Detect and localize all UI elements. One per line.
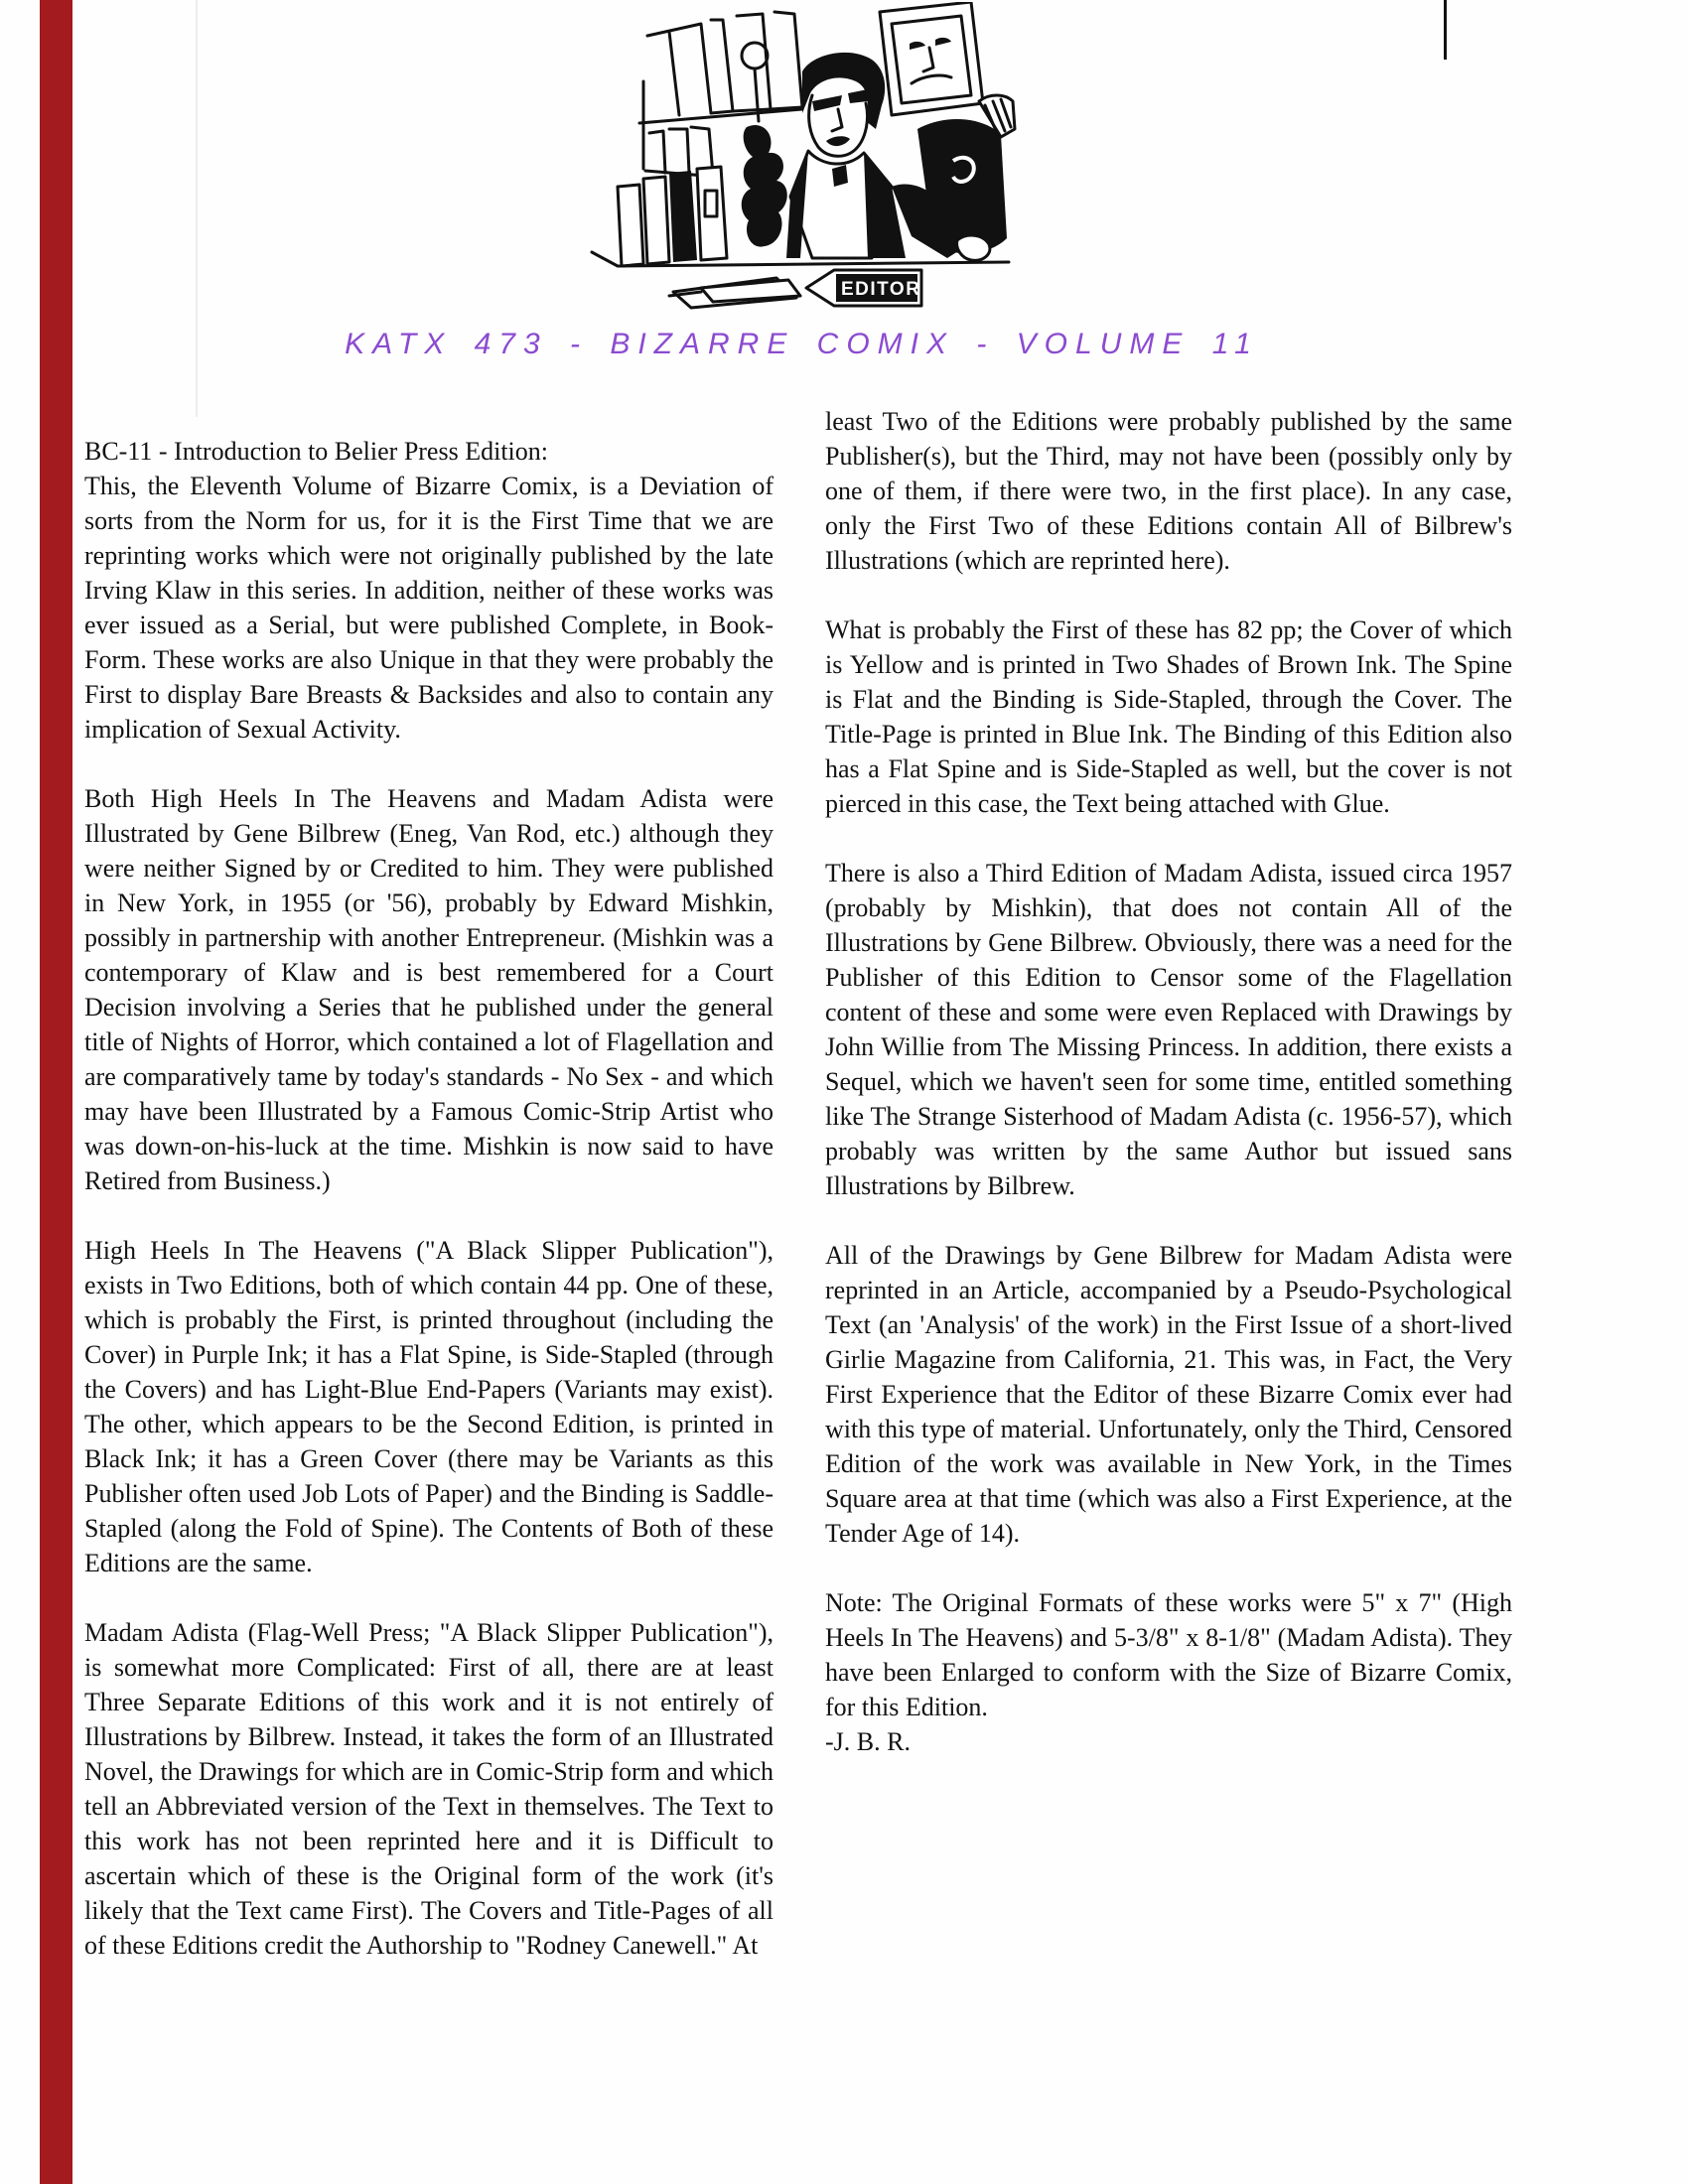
paragraph: least Two of the Editions were probably published by the same Publisher(s), but the Third, may not have been (possibly only by one of them, if there were two, in the first place). In any case, only the First Two of these Editions contain All of Bilbrew's Illustrations (which are reprinted here).	[825, 407, 1512, 575]
paragraph: High Heels In The Heavens ("A Black Slipper Publication"), exists in Two Editions, both of which contain 44 pp. One of these, which is probably the First, is printed throughout (including the Cover) in Purple Ink; it has a Flat Spine, is Side-Stapled (through the Covers) and has Light-Blue End-Papers (Variants may exist). The other, which appears to be the Second Edition, is printed in Black Ink; it has a Green Cover (there may be Variants as this Publisher often used Job Lots of Paper) and the Binding is Saddle-Stapled (along the Fold of Spine). The Contents of Both of these Editions are the same.	[84, 1236, 774, 1577]
editor-sign-label: EDITOR	[841, 279, 921, 300]
section-heading: BC-11 - Introduction to Belier Press Edition:	[84, 437, 548, 466]
red-edge-bar	[40, 0, 72, 2184]
paragraph: Madam Adista (Flag-Well Press; "A Black Slipper Publication"), is somewhat more Complicated: First of all, there are at least Three Separate Editions of this work and it is not entirely of Illustrations by Bilbrew. Instead, it takes the form of an Illustrated Novel, the Drawings for which are in Comic-Strip form and which tell an Abbreviated version of the Text in themselves. The Text to this work has not been reprinted here and it is Difficult to ascertain which of these is the Original form of the work (it's likely that the Text came First). The Covers and Title-Pages of all of these Editions credit the Authorship to "Rodney Canewell." At	[84, 1618, 774, 1960]
paragraph: There is also a Third Edition of Madam Adista, issued circa 1957 (probably by Mishkin), that does not contain All of the Illustrations by Gene Bilbrew. Obviously, there was a need for the Publisher of this Edition to Censor some of the Flagellation content of these and some were even Replaced with Drawings by John Willie from The Missing Princess. In addition, there exists a Sequel, which we haven't seen for some time, entitled something like The Strange Sisterhood of Madam Adista (c. 1956-57), which probably was written by the same Author but issued sans Illustrations by Bilbrew.	[825, 859, 1512, 1200]
paragraph: What is probably the First of these has 82 pp; the Cover of which is Yellow and is printed in Two Shades of Brown Ink. The Spine is Flat and the Binding is Side-Stapled, through the Cover. The Title-Page is printed in Blue Ink. The Binding of this Edition also has a Flat Spine and is Side-Stapled as well, but the cover is not pierced in this case, the Text being attached with Glue.	[825, 615, 1512, 818]
editor-at-desk-illustration	[552, 2, 1019, 312]
signature: -J. B. R.	[825, 1727, 911, 1756]
paragraph: All of the Drawings by Gene Bilbrew for Madam Adista were reprinted in an Article, accompanied by a Pseudo-Psychological Text (an 'Analysis' of the work) in the First Issue of a short-lived Girlie Magazine from California, 21. This was, in Fact, the Very First Experience that the Editor of these Bizarre Comix ever had with this type of material. Unfortunately, only the Third, Censored Edition of the work was available in New York, in the Times Square area at that time (which was also a First Experience, at the Tender Age of 14).	[825, 1241, 1512, 1548]
right-text-column	[825, 404, 1512, 1759]
paragraph: Note: The Original Formats of these works were 5" x 7" (High Heels In The Heavens) and 5-3/8" x 8-1/8" (Madam Adista). They have been Enlarged to conform with the Size of Bizarre Comix, for this Edition.	[825, 1588, 1512, 1721]
paragraph: Both High Heels In The Heavens and Madam Adista were Illustrated by Gene Bilbrew (Eneg, Van Rod, etc.) although they were neither Signed by or Credited to him. They were published in New York, in 1955 (or '56), probably by Edward Mishkin, possibly in partnership with another Entrepreneur. (Mishkin was a contemporary of Klaw and is best remembered for a Court Decision involving a Series that he published under the general title of Nights of Horror, which contained a lot of Flagellation and are comparatively tame by today's standards - No Sex - and which may have been Illustrated by a Famous Comic-Strip Artist who was down-on-his-luck at the time. Mishkin is now said to have Retired from Business.)	[84, 784, 774, 1195]
paragraph: This, the Eleventh Volume of Bizarre Comix, is a Deviation of sorts from the Norm for us, for it is the First Time that we are reprinting works which were not originally published by the late Irving Klaw in this series. In addition, neither of these works was ever issued as a Serial, but were published Complete, in Book-Form. These works are also Unique in that they were probably the First to display Bare Breasts & Backsides and also to contain any implication of Sexual Activity.	[84, 472, 774, 744]
left-text-column	[84, 434, 774, 1963]
page-title: KATX 473 - BIZARRE COMIX - VOLUME 11	[345, 328, 1259, 360]
scan-line-artifact	[1444, 0, 1447, 60]
